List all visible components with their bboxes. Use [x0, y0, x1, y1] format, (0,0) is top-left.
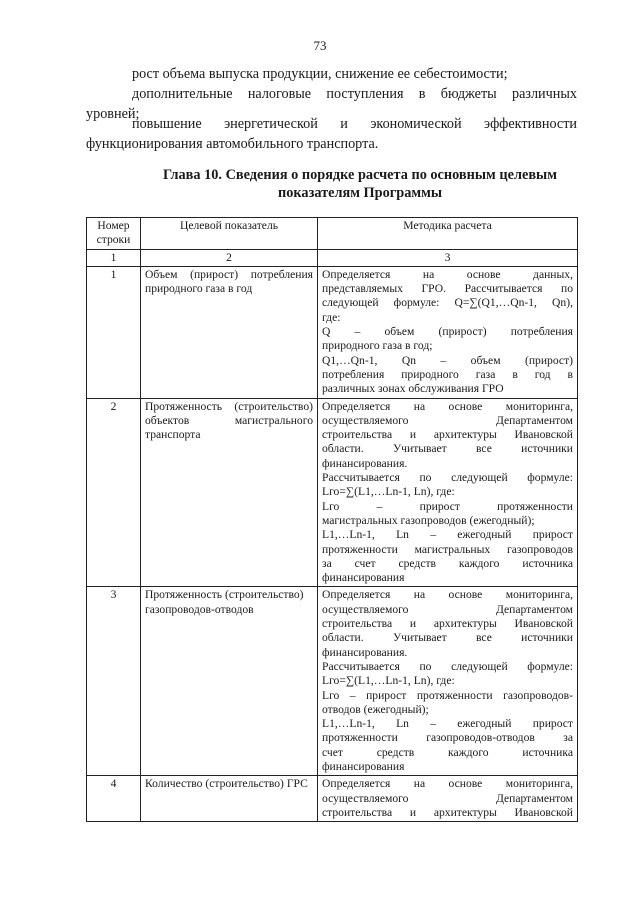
table-row — [87, 398, 578, 587]
paragraph-line: повышение энергетической и экономической эффективности — [132, 116, 577, 132]
method-line: Lго=∑(L1,…Ln-1, Ln), где: — [322, 485, 455, 499]
row-number: 2 — [87, 398, 141, 587]
method-line: финансирования. — [322, 456, 408, 470]
method-line: Рассчитывается по следующей формуле: — [322, 659, 573, 673]
method-line: финансирования — [322, 571, 405, 585]
heading-line-1: Глава 10. Сведения о порядке расчета по основным целевым — [163, 167, 557, 183]
method-line: L1,…Ln-1, Ln – ежегодный прирост — [322, 717, 573, 731]
method-line: финансирования. — [322, 645, 408, 659]
column-number-row — [87, 249, 578, 266]
header-method: Методика расчета — [318, 218, 578, 250]
method-line: области. Учитывает все источники — [322, 631, 573, 645]
method-line: Lго – прирост протяженности — [322, 499, 573, 513]
method-line: за счет средств каждого источника — [322, 556, 573, 570]
method-line: осуществляемого Департаментом — [322, 602, 573, 616]
chapter-heading — [140, 166, 580, 202]
method-line: финансирования — [322, 759, 405, 773]
method-line: счет средств каждого источника — [322, 745, 573, 759]
row-number: 3 — [87, 587, 141, 776]
header-indicator: Целевой показатель — [141, 218, 318, 250]
row-number: 4 — [87, 776, 141, 822]
method-line: Lго – прирост протяженности газопроводов- — [322, 688, 573, 702]
method-cell — [318, 587, 578, 776]
method-line: осуществляемого Департаментом — [322, 791, 573, 805]
method-line: L1,…Ln-1, Ln – ежегодный прирост — [322, 528, 573, 542]
indicator-cell: Объем (прирост) потребления природного газа в год — [141, 266, 318, 398]
method-line: осуществляемого Департаментом — [322, 413, 573, 427]
table-header-row — [87, 218, 578, 250]
table-row — [87, 587, 578, 776]
indicator-cell: Количество (строительство) ГРС — [141, 776, 318, 822]
row-number: 1 — [87, 266, 141, 398]
method-line: Определяется на основе мониторинга, — [322, 399, 573, 413]
method-cell — [318, 776, 578, 822]
method-line: Определяется на основе мониторинга, — [322, 777, 573, 791]
paragraph-line: дополнительные налоговые поступления в бюджеты различных — [132, 86, 577, 102]
column-number: 2 — [141, 249, 318, 266]
method-cell — [318, 266, 578, 398]
method-cell — [318, 398, 578, 587]
method-line: Определяется на основе данных, — [322, 267, 573, 281]
method-line: Определяется на основе мониторинга, — [322, 588, 573, 602]
paragraph-line: функционирования автомобильного транспорта. — [86, 136, 379, 152]
method-line: протяженности магистральных газопроводов — [322, 542, 573, 556]
method-line: строительства и архитектуры Ивановской — [322, 428, 573, 442]
method-line: Рассчитывается по следующей формуле: — [322, 471, 573, 485]
method-line: Lго=∑(L1,…Ln-1, Ln), где: — [322, 674, 455, 688]
paragraph-line: уровней; — [86, 106, 140, 122]
indicator-cell: Протяженность (строительство) газопроводов-отводов — [141, 587, 318, 776]
table-row — [87, 266, 578, 398]
method-line: отводов (ежегодный); — [322, 702, 429, 716]
method-line: протяженности газопроводов-отводов за — [322, 731, 573, 745]
method-line: где: — [322, 310, 341, 324]
intro-paragraph-1 — [86, 64, 577, 84]
target-indicators-table — [86, 217, 578, 822]
header-row-number: Номер строки — [87, 218, 141, 250]
page-number: 73 — [313, 38, 327, 53]
method-line: строительства и архитектуры Ивановской — [322, 805, 573, 819]
method-line: следующей формуле: Q=∑(Q1,…Qn-1, Qn), — [322, 296, 573, 310]
method-line: Q1,…Qn-1, Qn – объем (прирост) — [322, 353, 573, 367]
paragraph-line: рост объема выпуска продукции, снижение ее себестоимости; — [132, 66, 508, 82]
method-line: природного газа в год; — [322, 339, 433, 353]
column-number: 1 — [87, 249, 141, 266]
method-line: строительства и архитектуры Ивановской — [322, 617, 573, 631]
indicator-cell: Протяженность (строительство) объектов магистрального транспорта — [141, 398, 318, 587]
table-row — [87, 776, 578, 822]
heading-line-2: показателям Программы — [278, 185, 442, 201]
column-number: 3 — [318, 249, 578, 266]
method-line: области. Учитывает все источники — [322, 442, 573, 456]
method-line: представляемых ГРО. Рассчитывается по — [322, 282, 573, 296]
intro-paragraph-3 — [86, 114, 577, 154]
method-line: различных зонах обслуживания ГРО — [322, 382, 504, 396]
method-line: потребления природного газа в год в — [322, 367, 573, 381]
method-line: Q – объем (прирост) потребления — [322, 325, 573, 339]
method-line: магистральных газопроводов (ежегодный); — [322, 513, 535, 527]
